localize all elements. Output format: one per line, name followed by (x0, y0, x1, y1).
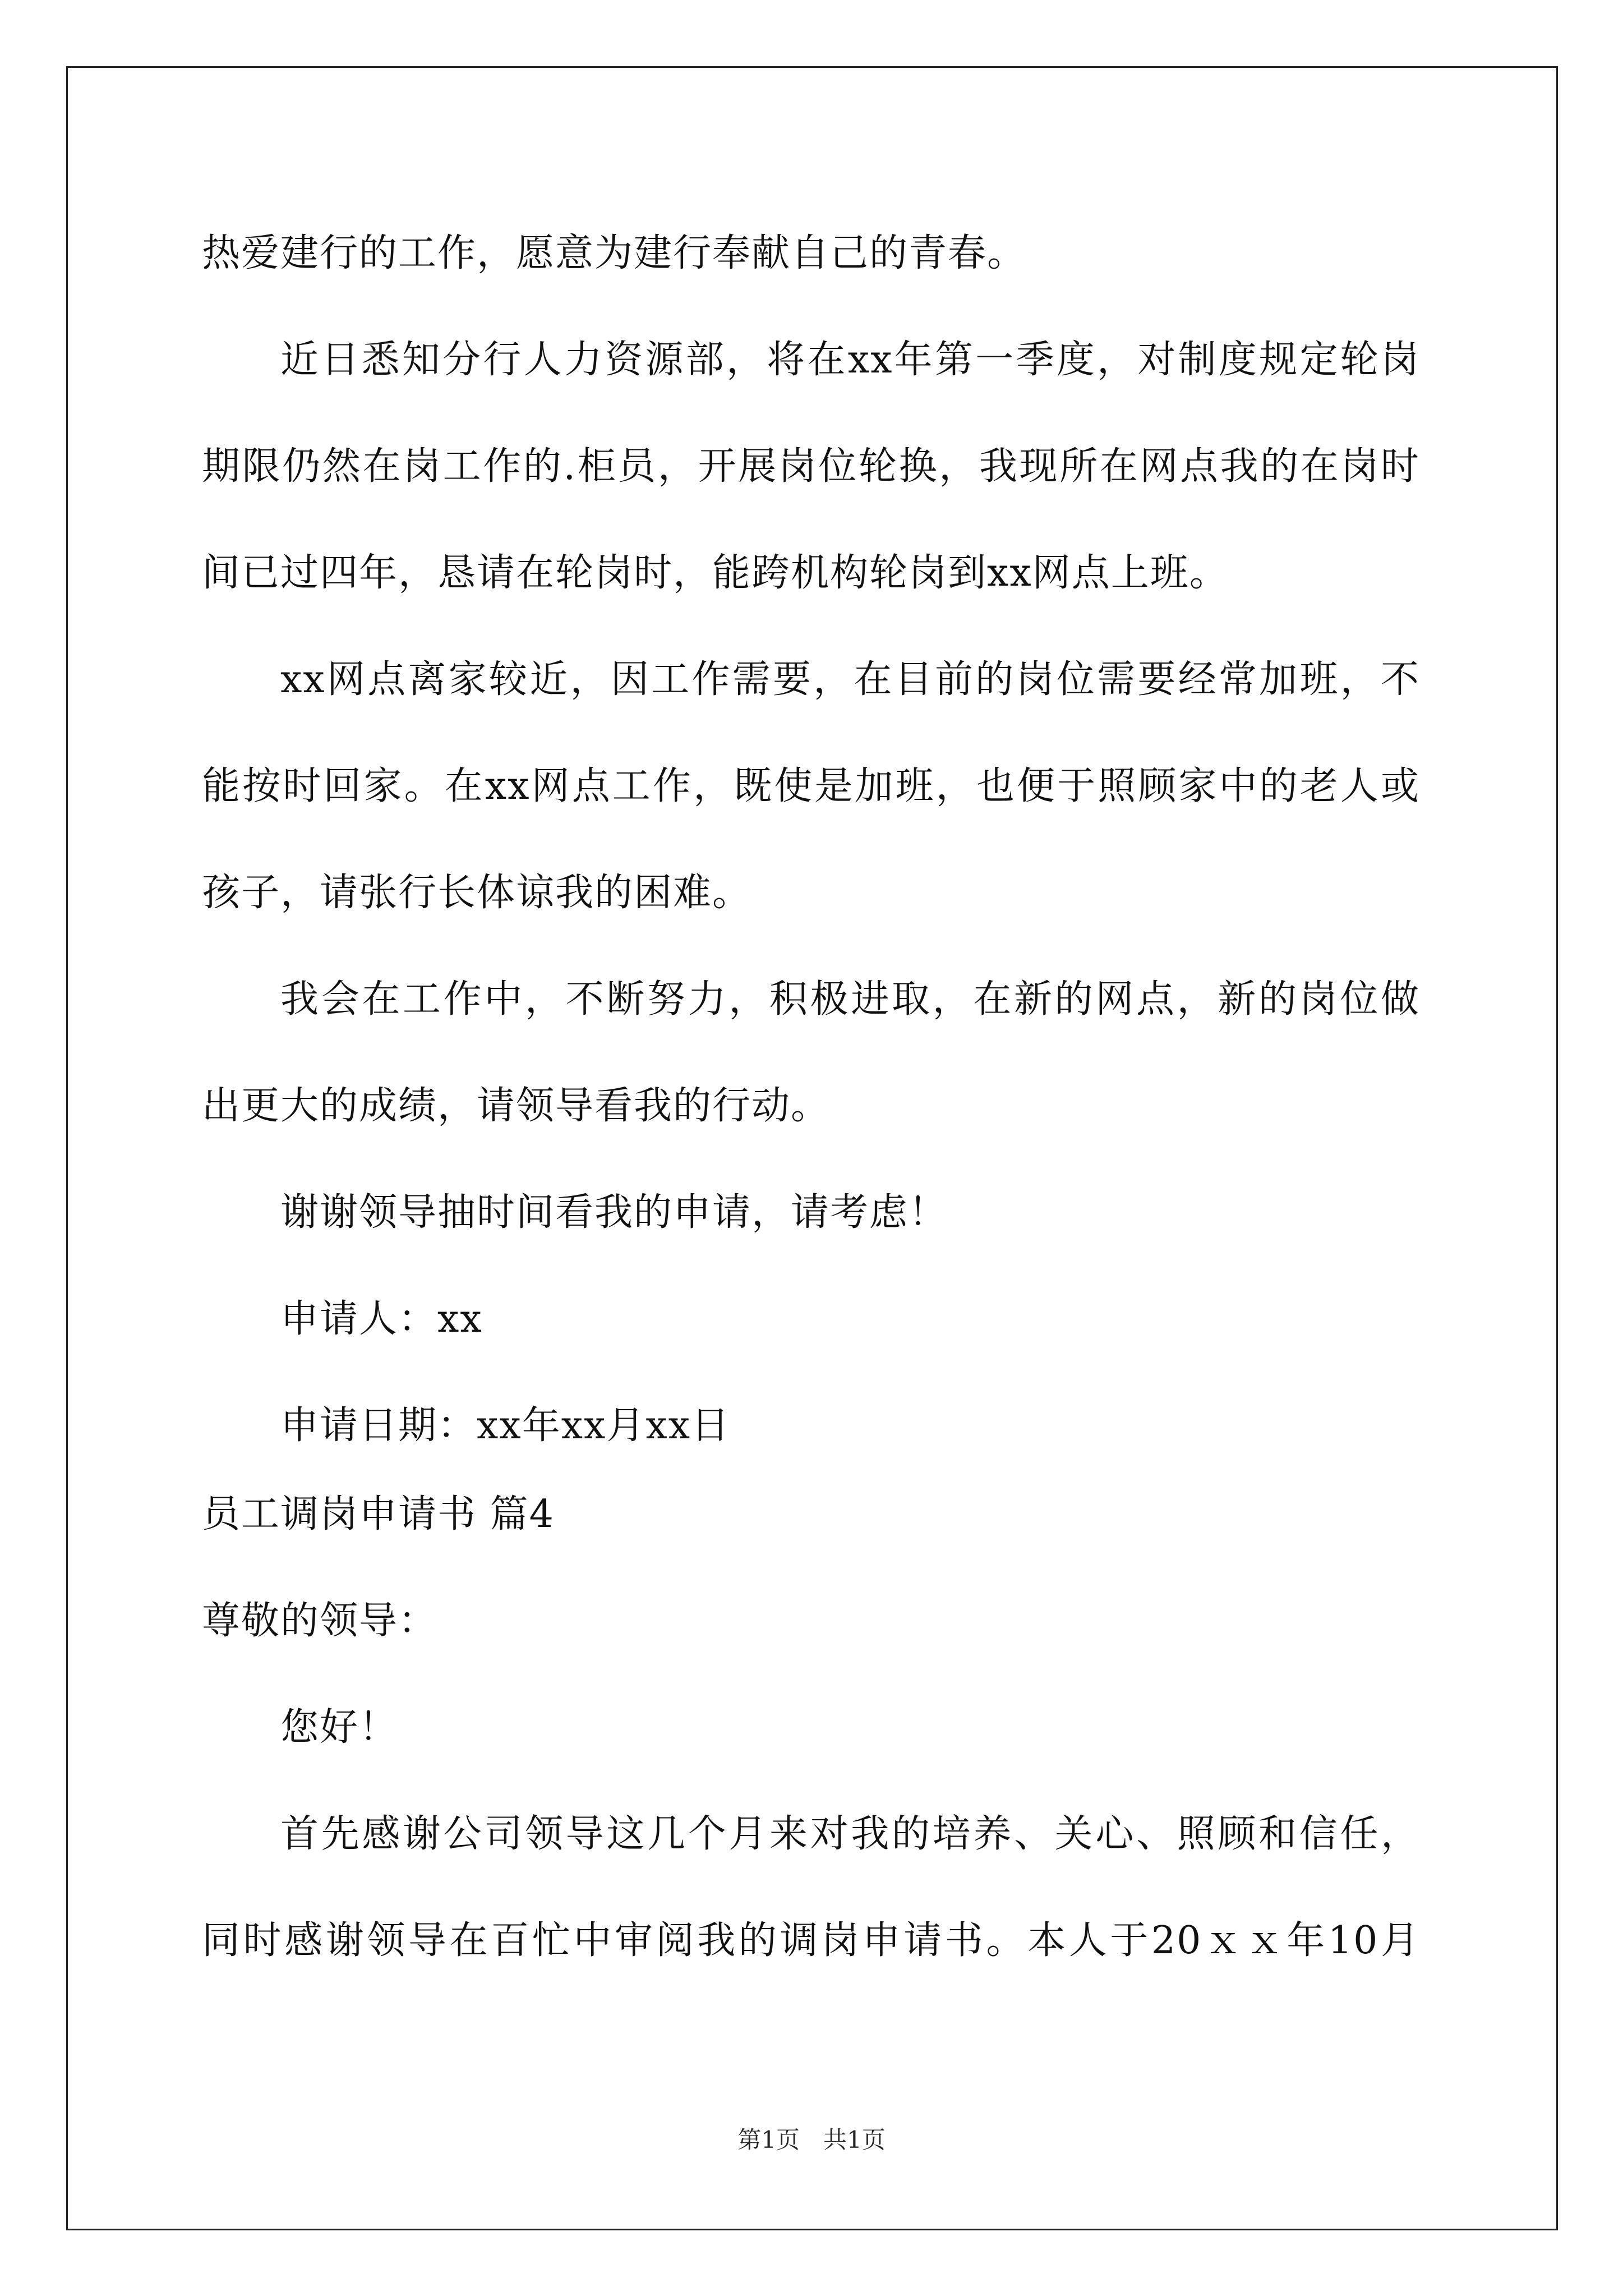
application-date-line: 申请日期：xx年xx月xx日 (280, 1404, 731, 1448)
applicant-line: 申请人：xx (280, 1297, 483, 1341)
page-border (66, 66, 1558, 2230)
paragraph-line: 近日悉知分行人力资源部，将在xx年第一季度，对制度规定轮岗 (280, 338, 1420, 382)
greeting-line: 您好！ (280, 1705, 399, 1750)
salutation-line: 尊敬的领导： (202, 1599, 438, 1643)
paragraph-line: 同时感谢领导在百忙中审阅我的调岗申请书。本人于20ｘｘ年10月 (202, 1918, 1420, 1963)
paragraph-line: 间已过四年，恳请在轮岗时，能跨机构轮岗到xx网点上班。 (202, 551, 1229, 595)
paragraph-line: xx网点离家较近，因工作需要，在目前的岗位需要经常加班，不 (280, 657, 1420, 702)
section-title: 员工调岗申请书 篇4 (202, 1492, 555, 1536)
paragraph-line: 我会在工作中，不断努力，积极进取，在新的网点，新的岗位做 (280, 977, 1420, 1022)
paragraph-line: 期限仍然在岗工作的.柜员，开展岗位轮换，我现所在网点我的在岗时 (202, 444, 1420, 489)
paragraph-line: 谢谢领导抽时间看我的申请，请考虑！ (280, 1190, 948, 1235)
page-footer: 第1页 共1页 (737, 2126, 886, 2154)
paragraph-line: 热爱建行的工作，愿意为建行奉献自己的青春。 (202, 231, 1027, 275)
paragraph-line: 首先感谢公司领导这几个月来对我的培养、关心、照顾和信任， (280, 1812, 1420, 1856)
paragraph-line: 出更大的成绩，请领导看我的行动。 (202, 1084, 831, 1128)
paragraph-line: 孩子，请张行长体谅我的困难。 (202, 871, 752, 915)
paragraph-line: 能按时回家。在xx网点工作，既使是加班，也便于照顾家中的老人或 (202, 764, 1420, 808)
